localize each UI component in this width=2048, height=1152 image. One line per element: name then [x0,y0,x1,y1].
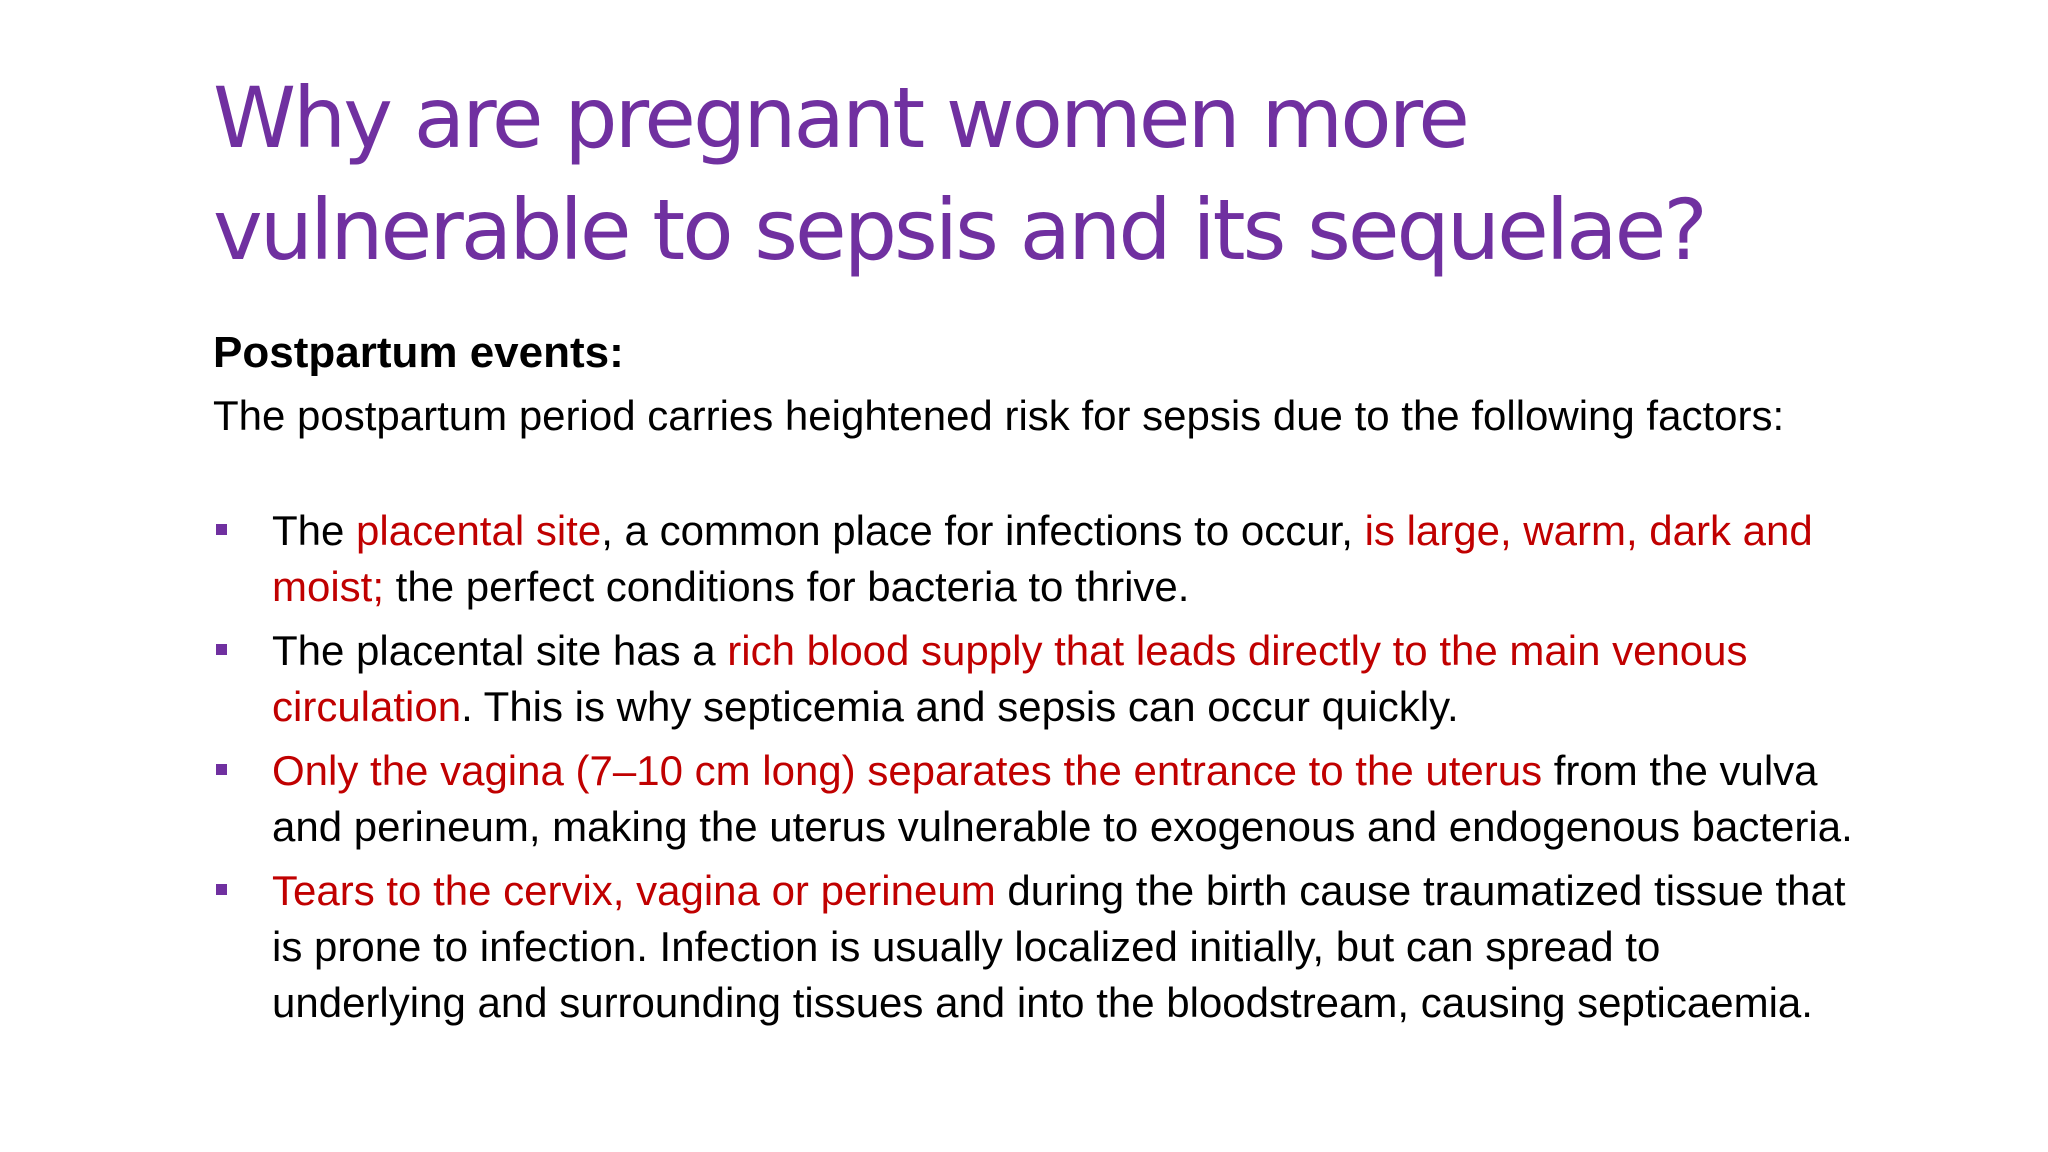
section-subheading: Postpartum events: [213,328,624,377]
bullet-text: the perfect conditions for bacteria to thrive. [384,563,1190,610]
square-bullet-icon [216,524,227,535]
bullet-emphasis: is large, warm, dark and moist; [272,507,1813,610]
bullet-list [213,503,1853,1039]
square-bullet-icon [216,764,227,775]
slide-title-line-2: vulnerable to sepsis and its sequelae? [213,181,1705,279]
bullet-text: The [272,507,357,554]
bullet-text: The placental site has a [272,627,728,674]
bullet-emphasis: placental site [356,507,602,554]
bullet-item [213,863,1853,1031]
slide-title-line-1: Why are pregnant women more [213,69,1467,167]
slide-title [213,62,1853,286]
bullet-text: from the vulva and perineum, making the uterus vulnerable to exogenous and endogenous bacteria. [272,747,1853,850]
bullet-text: . This is why septicemia and sepsis can occur quickly. [461,683,1459,730]
bullet-emphasis: Only the vagina (7–10 cm long) separates the entrance to the uterus [272,747,1543,794]
intro-text: The postpartum period carries heightened risk for sepsis due to the following factors: [213,392,1785,439]
square-bullet-icon [216,644,227,655]
bullet-text: during the birth cause traumatized tissue that is prone to infection. Infection is usually localized initially, but can spread to underlying and surrounding tissues and into the bloodstream, causing septicaemia. [272,867,1846,1026]
bullet-emphasis: Tears to the cervix, vagina or perineum [272,867,996,914]
bullet-emphasis: rich blood supply that leads directly to the main venous circulation [272,627,1748,730]
square-bullet-icon [216,884,227,895]
bullet-text: , a common place for infections to occur, [601,507,1365,554]
bullet-item [213,503,1853,615]
bullet-item [213,743,1853,855]
bullet-item [213,623,1853,735]
